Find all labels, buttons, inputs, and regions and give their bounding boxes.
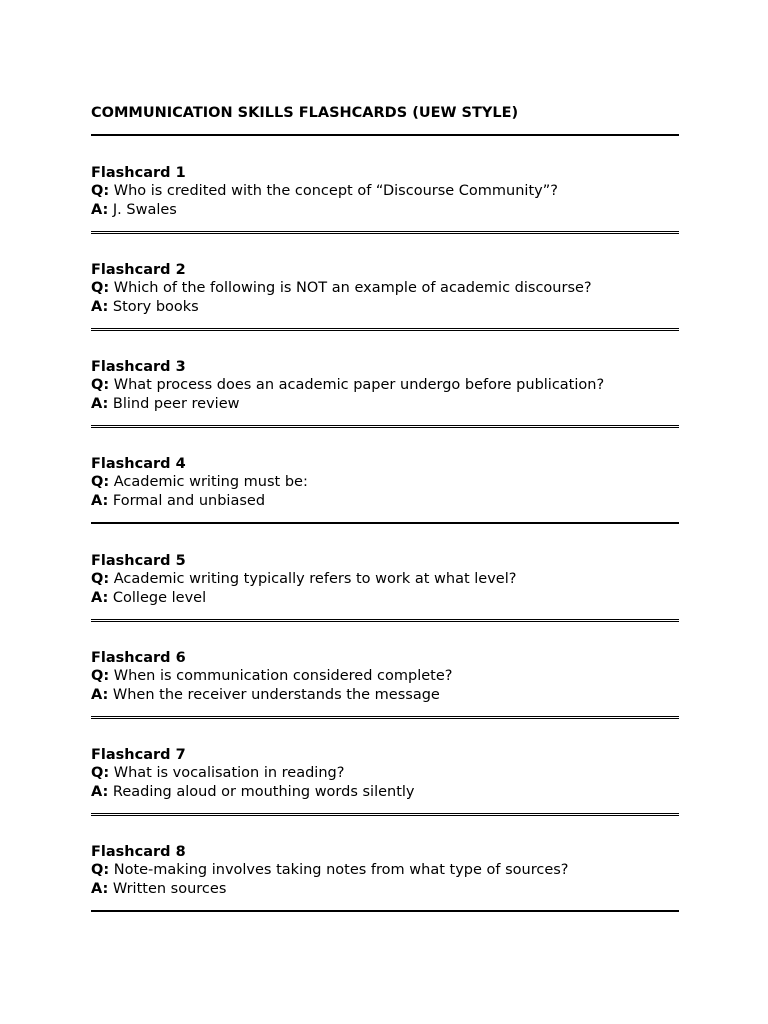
flashcard-question — [91, 376, 679, 394]
flashcard-4 — [91, 455, 679, 510]
question-label: Q: — [91, 571, 110, 588]
answer-label: A: — [91, 880, 109, 897]
question-text: When is communication considered complete? — [113, 668, 453, 685]
answer-text: Story books — [112, 298, 199, 315]
card-divider — [91, 522, 679, 524]
flashcard-question — [91, 667, 679, 685]
answer-text: Formal and unbiased — [112, 492, 266, 509]
flashcard-heading: Flashcard 4 — [91, 456, 186, 472]
answer-label: A: — [91, 201, 109, 218]
question-text: Note-making involves taking notes from what type of sources? — [113, 862, 569, 879]
flashcard-heading: Flashcard 1 — [91, 165, 186, 181]
flashcard-2 — [91, 261, 679, 316]
flashcard-answer — [91, 395, 679, 413]
flashcard-heading: Flashcard 6 — [91, 650, 186, 666]
card-divider — [91, 328, 679, 331]
question-text: Which of the following is NOT an example of academic discourse? — [113, 280, 592, 297]
question-text: Academic writing typically refers to work at what level? — [113, 571, 517, 588]
card-divider — [91, 716, 679, 719]
flashcard-7 — [91, 746, 679, 801]
flashcard-question — [91, 182, 679, 200]
flashcard-answer — [91, 686, 679, 704]
question-label: Q: — [91, 765, 110, 782]
flashcard-answer — [91, 783, 679, 801]
card-divider — [91, 619, 679, 622]
answer-label: A: — [91, 589, 109, 606]
answer-text: J. Swales — [112, 201, 177, 218]
flashcard-heading: Flashcard 2 — [91, 262, 186, 278]
document-title: COMMUNICATION SKILLS FLASHCARDS (UEW STYLE) — [91, 105, 519, 121]
flashcard-heading: Flashcard 3 — [91, 359, 186, 375]
question-text: What is vocalisation in reading? — [113, 765, 345, 782]
question-label: Q: — [91, 474, 110, 491]
title-divider — [91, 134, 679, 136]
card-divider — [91, 231, 679, 234]
answer-text: When the receiver understands the message — [112, 686, 440, 703]
question-text: Academic writing must be: — [113, 474, 308, 491]
answer-label: A: — [91, 298, 109, 315]
card-divider — [91, 813, 679, 816]
flashcard-question — [91, 570, 679, 588]
flashcard-heading: Flashcard 7 — [91, 747, 186, 763]
flashcard-3 — [91, 358, 679, 413]
flashcard-answer — [91, 201, 679, 219]
flashcard-question — [91, 764, 679, 782]
flashcard-5 — [91, 552, 679, 607]
flashcard-answer — [91, 880, 679, 898]
answer-text: Blind peer review — [112, 395, 240, 412]
card-divider — [91, 425, 679, 428]
answer-text: Reading aloud or mouthing words silently — [112, 783, 415, 800]
question-label: Q: — [91, 668, 110, 685]
flashcard-heading: Flashcard 5 — [91, 553, 186, 569]
flashcard-heading: Flashcard 8 — [91, 844, 186, 860]
answer-label: A: — [91, 686, 109, 703]
flashcard-question — [91, 861, 679, 879]
flashcard-1 — [91, 164, 679, 219]
question-label: Q: — [91, 280, 110, 297]
question-text: Who is credited with the concept of “Discourse Community”? — [113, 183, 558, 200]
answer-label: A: — [91, 395, 109, 412]
question-label: Q: — [91, 183, 110, 200]
flashcard-question — [91, 473, 679, 491]
question-label: Q: — [91, 862, 110, 879]
flashcard-answer — [91, 298, 679, 316]
flashcard-answer — [91, 492, 679, 510]
flashcard-answer — [91, 589, 679, 607]
question-text: What process does an academic paper undergo before publication? — [113, 377, 605, 394]
answer-label: A: — [91, 783, 109, 800]
answer-text: Written sources — [112, 880, 227, 897]
answer-label: A: — [91, 492, 109, 509]
question-label: Q: — [91, 377, 110, 394]
answer-text: College level — [112, 589, 207, 606]
flashcard-6 — [91, 649, 679, 704]
flashcard-question — [91, 279, 679, 297]
flashcard-8 — [91, 843, 679, 898]
card-divider — [91, 910, 679, 912]
